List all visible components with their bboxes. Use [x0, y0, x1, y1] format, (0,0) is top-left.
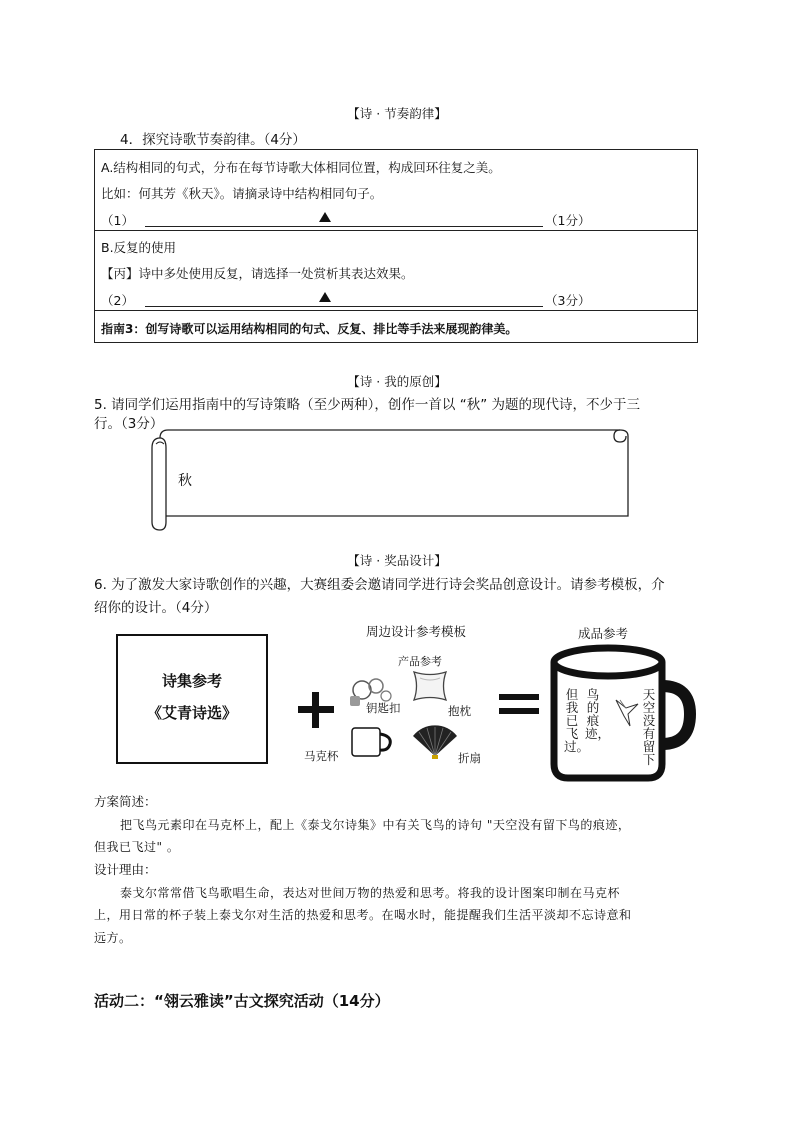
mug-poem-col-3: 但我已飞过。: [564, 687, 590, 754]
book-card-line2: 《艾青诗选》: [146, 704, 237, 722]
scroll-answer-area[interactable]: [148, 424, 638, 536]
reason-label: 设计理由：: [94, 862, 157, 877]
question-5-line1: 5. 请同学们运用指南中的写诗策略（至少两种），创作一首以 “秋” 为题的现代诗，不少于三: [94, 397, 640, 413]
reason-line1: 泰戈尔常常借飞鸟歌唱生命，表达对世间万物的热爱和思考。将我的设计图案印制在马克杯: [120, 886, 621, 900]
fan-label: 折扇: [458, 751, 481, 765]
plan-line1: 把飞鸟元素印在马克杯上，配上《泰戈尔诗集》中有关飞鸟的诗句 "天空没有留下鸟的痕迹，: [120, 818, 631, 832]
plus-icon: [296, 690, 336, 730]
guide-3: 指南3：创写诗歌可以运用结构相同的句式、反复、排比等手法来展现韵律美。: [101, 322, 518, 336]
equals-icon: [497, 692, 541, 718]
answer-2-line[interactable]: [145, 293, 543, 307]
rhythm-table: [94, 149, 698, 343]
mug-label: 马克杯: [304, 749, 339, 763]
result-title: 成品参考: [578, 626, 629, 641]
scroll-text: 秋: [178, 473, 192, 489]
answer-2-number: （2）: [101, 293, 134, 308]
hummingbird-icon: [612, 694, 642, 730]
question-5-line2: 行。（3分）: [94, 416, 164, 432]
divider: [95, 230, 697, 231]
mug-poem-col-1: 天空没有留下: [642, 687, 656, 767]
pillow-icon: [410, 668, 450, 704]
section-title-prize: 【诗 · 奖品设计】: [347, 553, 447, 568]
answer-2-score: （3分）: [545, 293, 591, 308]
plan-label: 方案简述：: [94, 794, 157, 809]
section-title-rhythm: 【诗 · 节奏韵律】: [347, 106, 447, 121]
question-4: 4．探究诗歌节奏韵律。（4分）: [120, 132, 306, 148]
divider: [95, 310, 697, 311]
mug-poem-col-2: 鸟的痕迹，: [585, 687, 611, 741]
question-6-line2: 绍你的设计。（4分）: [94, 600, 218, 616]
poetry-book-card: [116, 634, 268, 764]
mug-small-icon: [346, 724, 398, 760]
answer-2-marker-icon: [319, 292, 331, 302]
item-b-prompt: 【丙】诗中多处使用反复，请选择一处赏析其表达效果。: [101, 266, 414, 281]
reason-line3: 远方。: [94, 931, 132, 945]
template-title: 周边设计参考模板: [366, 624, 467, 639]
item-a-prompt: 比如：何其芳《秋天》。请摘录诗中结构相同句子。: [101, 186, 383, 201]
question-6-line1: 6. 为了激发大家诗歌创作的兴趣，大赛组委会邀请同学进行诗会奖品创意设计。请参考模板，介: [94, 577, 665, 593]
item-b-title: B.反复的使用: [101, 240, 177, 255]
answer-1-number: （1）: [101, 213, 134, 228]
reason-line2: 上，用日常的杯子装上泰戈尔对生活的热爱和思考。在喝水时，能提醒我们生活平淡却不忘诗意和: [94, 908, 632, 922]
answer-1-line[interactable]: [145, 213, 543, 227]
activity-2-heading: 活动二：“翎云雅读”古文探究活动（14分）: [94, 992, 390, 1010]
answer-1-marker-icon: [319, 212, 331, 222]
item-a-title: A.结构相同的句式，分布在每节诗歌大体相同位置，构成回环往复之美。: [101, 160, 501, 175]
plan-line2: 但我已飞过" 。: [94, 840, 180, 854]
answer-1-score: （1分）: [545, 213, 591, 228]
product-title: 产品参考: [398, 655, 442, 668]
pillow-label: 抱枕: [448, 704, 471, 718]
keychain-label: 钥匙扣: [366, 701, 401, 715]
book-card-line1: 诗集参考: [161, 672, 222, 690]
fan-icon: [410, 724, 460, 760]
section-title-original: 【诗 · 我的原创】: [347, 374, 447, 389]
